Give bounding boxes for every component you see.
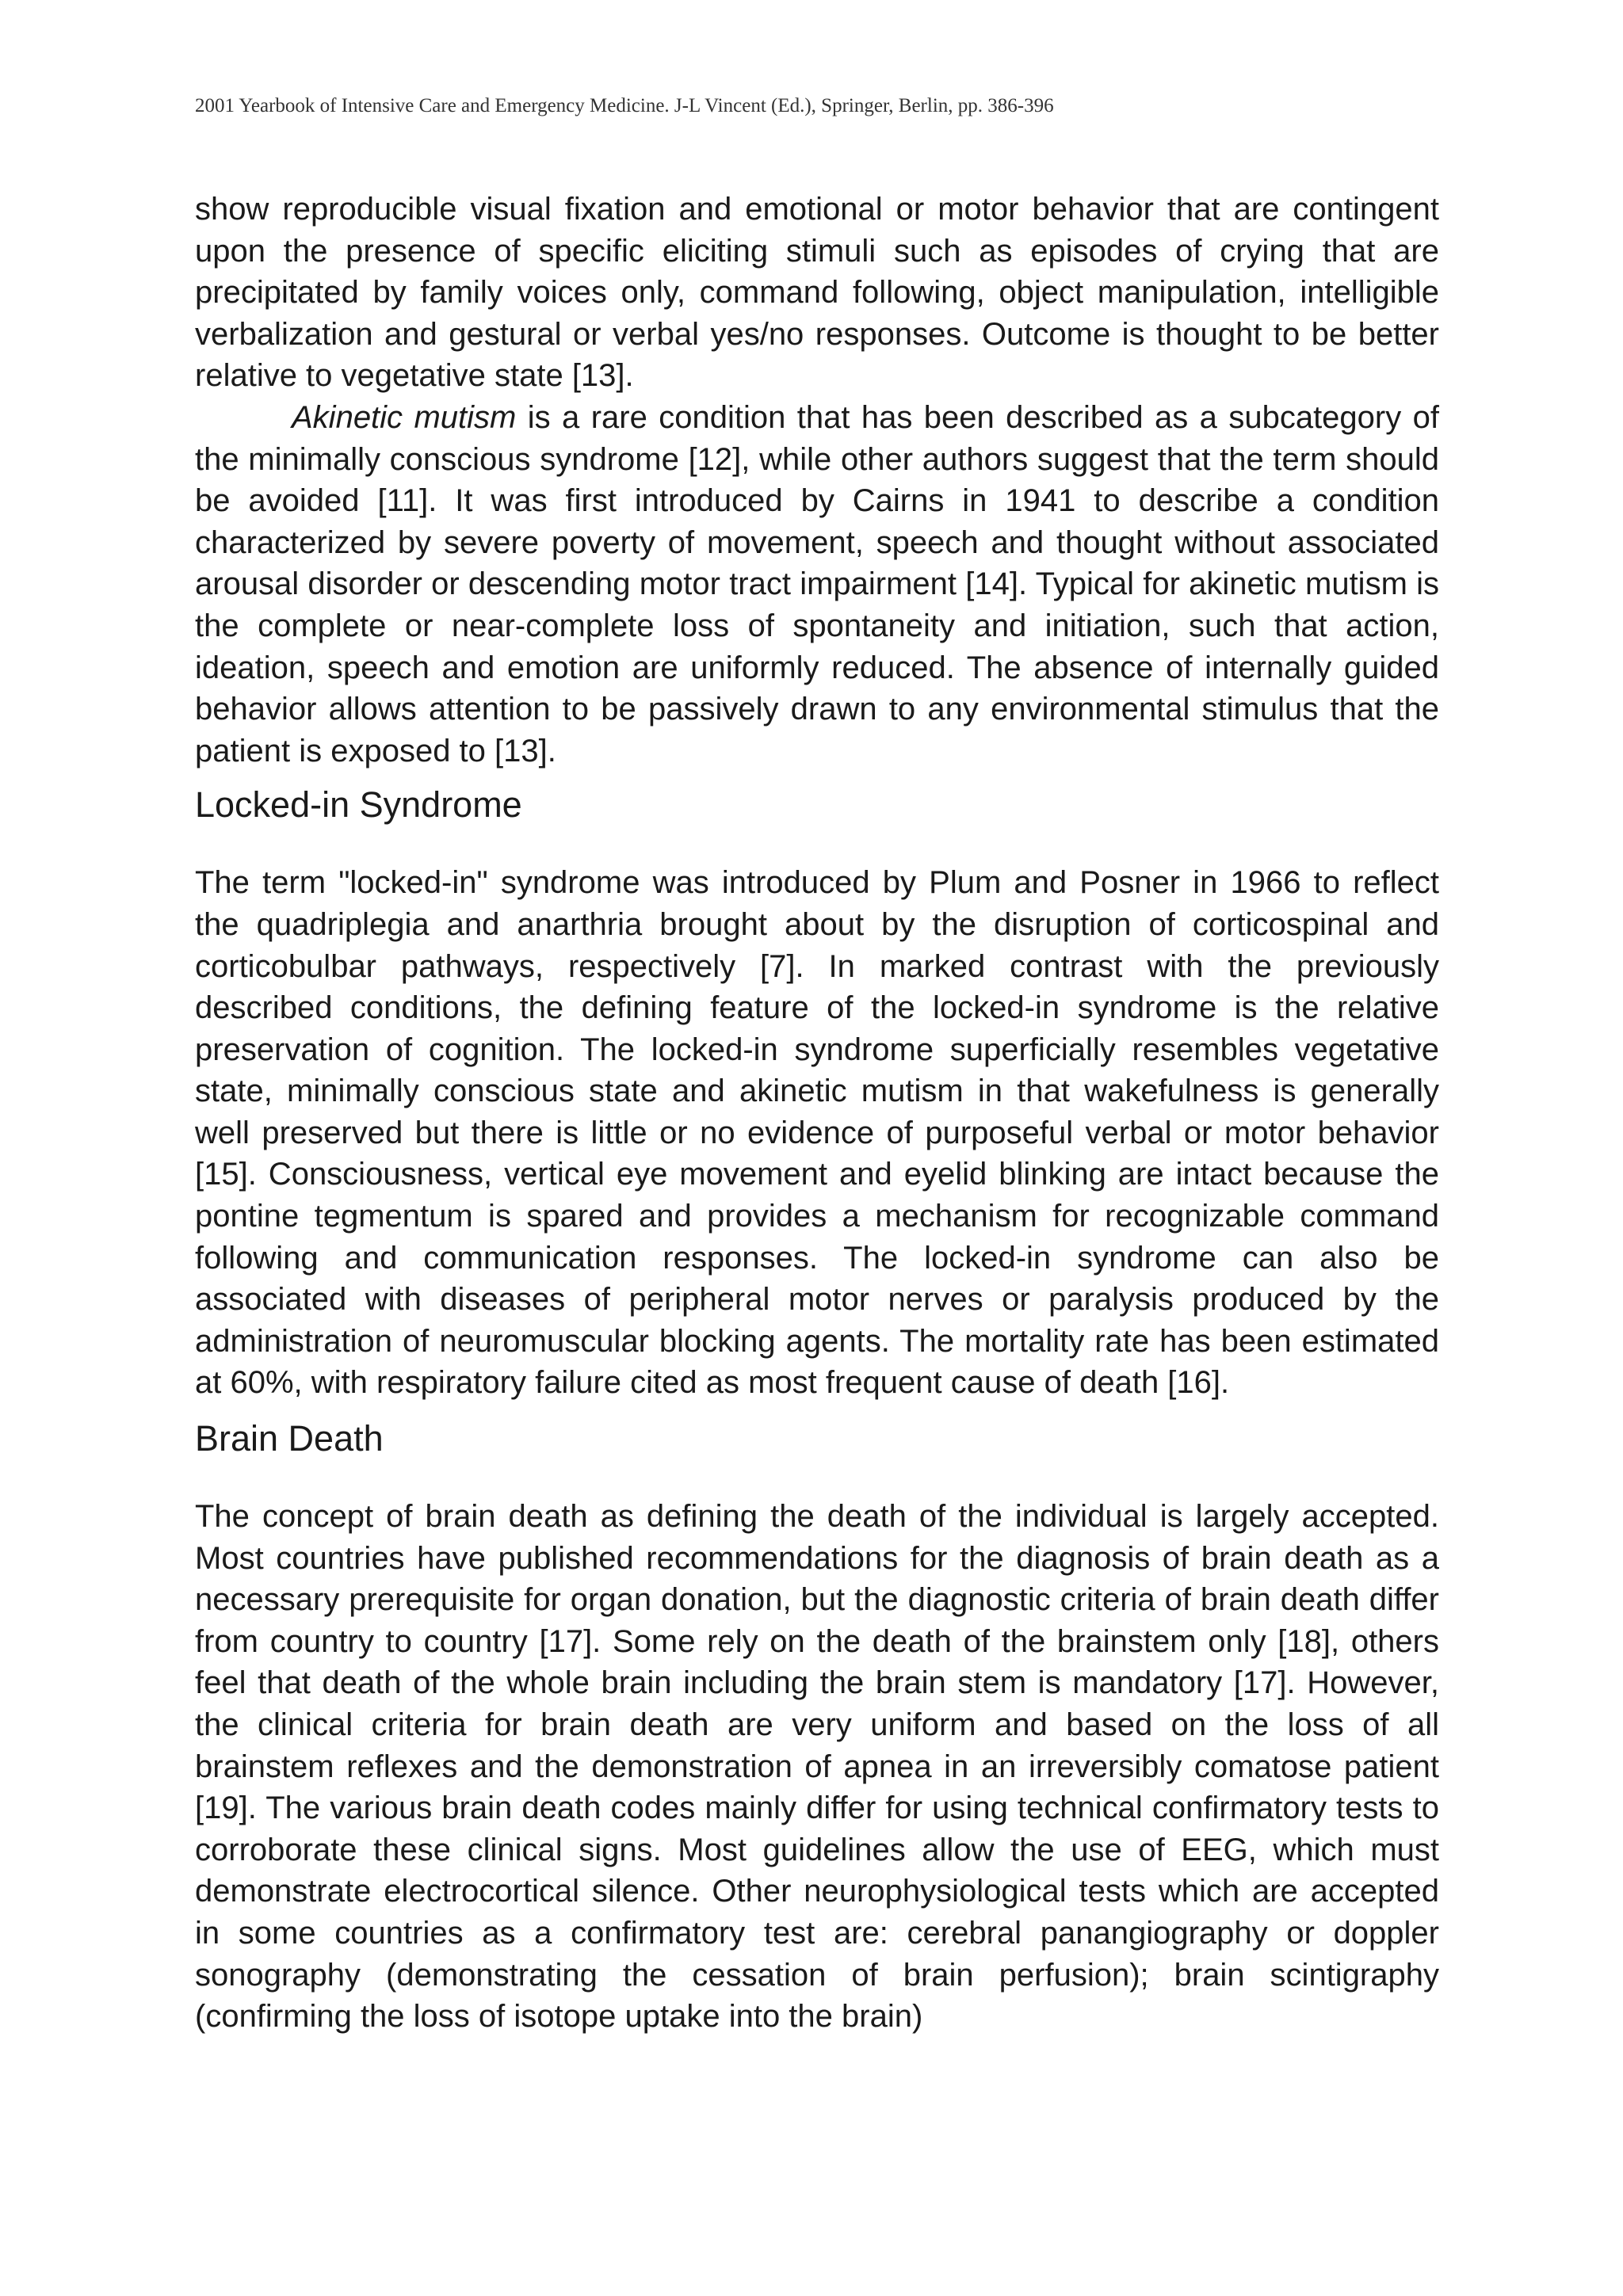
akinetic-mutism-text: is a rare condition that has been described as a subcategory of the minimally conscious syndrome [12], while other authors suggest that the term should be avoided [11]. It was first introduced by Cairns in 1941 to describe a condition characterized by severe poverty of movement, speech and thought without associated arousal disorder or descending motor tract impairment [14]. Typical for akinetic mutism is the complete or near-complete loss of spontaneity and initiation, such that action, ideation, speech and emotion are uniformly reduced. The absence of internally guided behavior allows attention to be passively drawn to any environmental stimulus that the patient is exposed to [13]. (195, 399, 1440, 769)
term-akinetic-mutism: Akinetic mutism (292, 399, 517, 435)
paragraph-brain-death: The concept of brain death as defining the death of the individual is largely accepted. Most countries have published recommendations for the diagnosis of brain death as a necessary prerequisite for organ donation, but the diagnostic criteria of brain death differ from country to country [17]. Some rely on the death of the brainstem only [18], others feel that death of the whole brain including the brain stem is mandatory [17]. However, the clinical criteria for brain death are very uniform and based on the loss of all brainstem reflexes and the demonstration of apnea in an irreversibly comatose patient [19]. The various brain death codes mainly differ for using technical confirmatory tests to corroborate these clinical signs. Most guidelines allow the use of EEG, which must demonstrate electrocortical silence. Other neurophysiological tests which are accepted in some countries as a confirmatory test are: cerebral panangiography or doppler sonography (demonstrating the cessation of brain perfusion); brain scintigraphy (confirming the loss of isotope uptake into the brain) (195, 1499, 1439, 2035)
paragraph-locked-in-syndrome: The term "locked-in" syndrome was introduced by Plum and Posner in 1966 to reflect the quadriplegia and anarthria brought about by the disruption of corticospinal and corticobulbar pathways, respectively [7]. In marked contrast with the previously described conditions, the defining feature of the locked-in syndrome is the relative preservation of cognition. The locked-in syndrome superficially resembles vegetative state, minimally conscious state and akinetic mutism in that wakefulness is generally well preserved but there is little or no evidence of purposeful verbal or motor behavior [15]. Consciousness, vertical eye movement and eyelid blinking are intact because the pontine tegmentum is spared and provides a mechanism for recognizable command following and communication responses. The locked-in syndrome can also be associated with diseases of peripheral motor nerves or paralysis produced by the administration of neuromuscular blocking agents. The mortality rate has been estimated at 60%, with respiratory failure cited as most frequent cause of death [16]. (195, 865, 1439, 1401)
section-heading-brain-death: Brain Death (195, 1418, 384, 1459)
paragraph-minimally-conscious-continuation: show reproducible visual fixation and emotional or motor behavior that are contingent upon the presence of specific eliciting stimuli such as episodes of crying that are precipitated by family voices only, command following, object manipulation, intelligible verbalization and gestural or verbal yes/no responses. Outcome is thought to be better relative to vegetative state [13]. (195, 192, 1439, 394)
body-text-column (195, 189, 1439, 2038)
running-header-citation: 2001 Yearbook of Intensive Care and Emergency Medicine. J-L Vincent (Ed.), Springer, Berlin, pp. 386-396 (195, 95, 1054, 116)
section-heading-locked-in: Locked-in Syndrome (195, 784, 522, 826)
paragraph-akinetic-mutism (195, 397, 1439, 772)
